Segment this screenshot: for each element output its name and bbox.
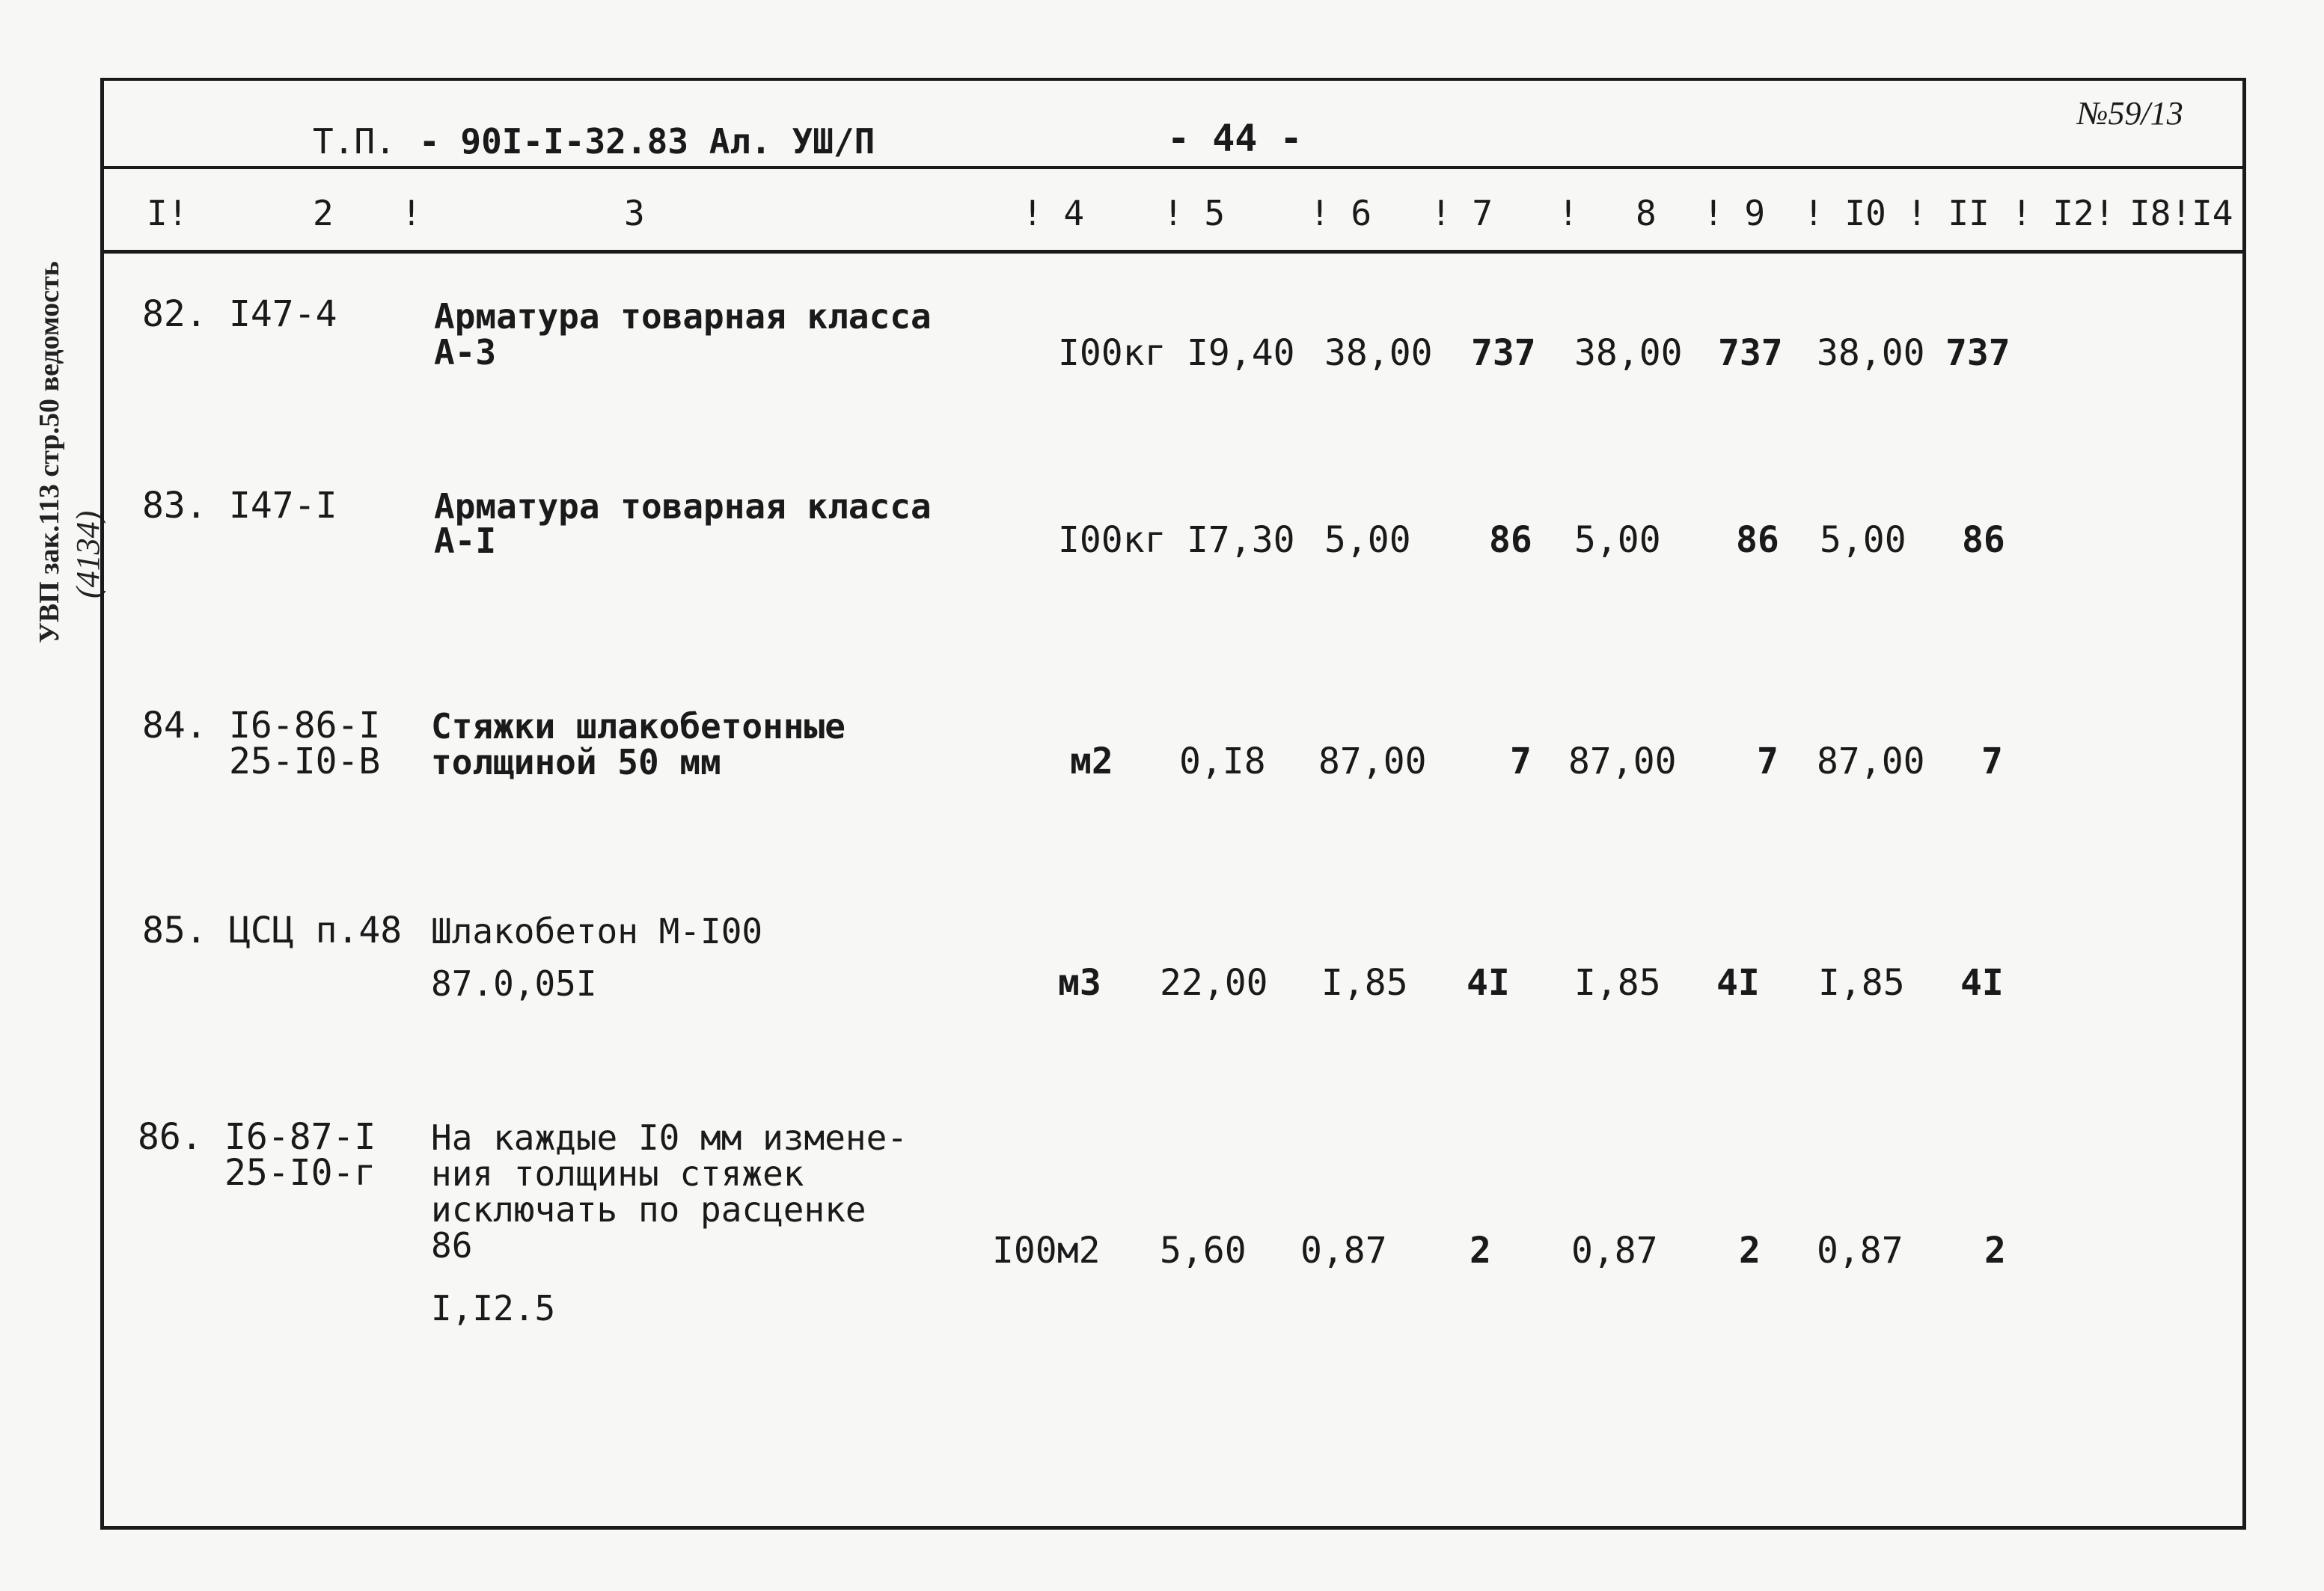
sum-3: 7	[1981, 741, 2003, 782]
col-11: ! II	[1906, 193, 1990, 233]
row-number: 84.	[142, 705, 207, 747]
header-rule	[100, 166, 2245, 169]
col-5: ! 5	[1163, 193, 1226, 233]
unit: I00кг	[1058, 332, 1166, 374]
item-description: Арматура товарная класса	[434, 296, 932, 337]
col-10: ! I0	[1803, 193, 1886, 233]
row-number: 86.	[138, 1116, 203, 1158]
rate-code: I6-87-I	[224, 1116, 376, 1158]
sum-2: 4I	[1716, 962, 1760, 1004]
rate-code: I47-4	[229, 293, 337, 335]
col-1: I!	[147, 193, 189, 233]
col-8: 8	[1636, 193, 1657, 233]
item-description: Шлакобетон М-I00	[431, 911, 763, 951]
column-header-rule	[100, 250, 2245, 254]
item-description: I,I2.5	[431, 1288, 556, 1328]
rate-code: ЦСЦ п.48	[229, 910, 403, 951]
col-12: ! I2!	[2011, 193, 2115, 233]
col-4: ! 4	[1022, 193, 1085, 233]
rate-code: I6-86-I	[229, 705, 381, 747]
col-9: ! 9	[1703, 193, 1766, 233]
unit-price: I9,40	[1187, 332, 1295, 374]
sum-2: 2	[1739, 1230, 1761, 1272]
unit: м3	[1058, 962, 1101, 1004]
page-number: - 44 -	[1167, 117, 1303, 160]
rate-code: 25-I0-В	[229, 741, 381, 782]
sum-1: 7	[1510, 741, 1532, 782]
sum-3: 2	[1984, 1230, 2006, 1272]
item-description: Арматура товарная класса	[434, 486, 932, 527]
col-sep: !	[401, 193, 422, 233]
col-7: ! 7	[1431, 193, 1493, 233]
qty-1: 38,00	[1324, 332, 1433, 374]
qty-1: I,85	[1321, 962, 1408, 1004]
sum-3: 4I	[1960, 962, 2004, 1004]
qty-1: 5,00	[1324, 519, 1411, 561]
col-6: ! 6	[1309, 193, 1372, 233]
item-description: Стяжки шлакобетонные	[431, 706, 845, 747]
col-2: 2	[313, 193, 334, 233]
row-number: 85.	[142, 910, 207, 951]
archive-stamp: №59/13	[2077, 95, 2183, 132]
item-description: 87.0,05I	[431, 963, 597, 1004]
item-description: На каждые I0 мм измене-	[431, 1118, 908, 1158]
item-description: исключать по расценке	[431, 1189, 866, 1230]
table-frame	[100, 78, 2246, 1530]
archive-number: (4134)	[70, 510, 106, 598]
doc-prefix: Т.П.	[313, 121, 396, 162]
item-description: толщиной 50 мм	[431, 742, 721, 782]
col-sep-8: !	[1558, 193, 1579, 233]
qty-3: 87,00	[1817, 741, 1925, 782]
rate-code: I47-I	[229, 485, 337, 527]
qty-2: I,85	[1574, 962, 1661, 1004]
col-3: 3	[624, 193, 645, 233]
qty-3: 5,00	[1820, 519, 1906, 561]
archive-note: УВП зак.113 стр.50 ведомость	[34, 261, 65, 643]
qty-2: 87,00	[1568, 741, 1677, 782]
row-number: 82.	[142, 293, 207, 335]
qty-1: 0,87	[1300, 1230, 1387, 1272]
col-13-14: I8!I4	[2129, 193, 2233, 233]
qty-1: 87,00	[1318, 741, 1427, 782]
row-number: 83.	[142, 485, 207, 527]
margin-annotation	[13, 75, 106, 643]
qty-3: 0,87	[1817, 1230, 1903, 1272]
unit: I00кг	[1058, 519, 1166, 561]
doc-code: - 90I-I-32.83 Ал. УШ/П	[419, 121, 875, 162]
sum-1: 4I	[1467, 962, 1510, 1004]
item-description: 86	[431, 1225, 473, 1266]
sum-1: 737	[1471, 332, 1536, 374]
sum-1: 2	[1470, 1230, 1491, 1272]
item-description: А-I	[434, 521, 497, 561]
sum-1: 86	[1489, 519, 1532, 561]
unit: I00м2	[992, 1230, 1101, 1272]
qty-3: I,85	[1818, 962, 1905, 1004]
sum-3: 737	[1945, 332, 2010, 374]
item-description: А-3	[434, 332, 497, 373]
qty-3: 38,00	[1817, 332, 1925, 374]
item-description: ния толщины стяжек	[431, 1153, 804, 1194]
unit-price: 22,00	[1160, 962, 1268, 1004]
qty-2: 0,87	[1571, 1230, 1658, 1272]
qty-2: 38,00	[1574, 332, 1683, 374]
unit-price: I7,30	[1187, 519, 1295, 561]
rate-code: 25-I0-г	[224, 1152, 376, 1194]
unit: м2	[1070, 741, 1113, 782]
sum-2: 86	[1736, 519, 1779, 561]
sum-2: 737	[1718, 332, 1783, 374]
unit-price: 5,60	[1160, 1230, 1247, 1272]
unit-price: 0,I8	[1179, 741, 1266, 782]
sum-3: 86	[1962, 519, 2005, 561]
sum-2: 7	[1757, 741, 1779, 782]
qty-2: 5,00	[1574, 519, 1661, 561]
